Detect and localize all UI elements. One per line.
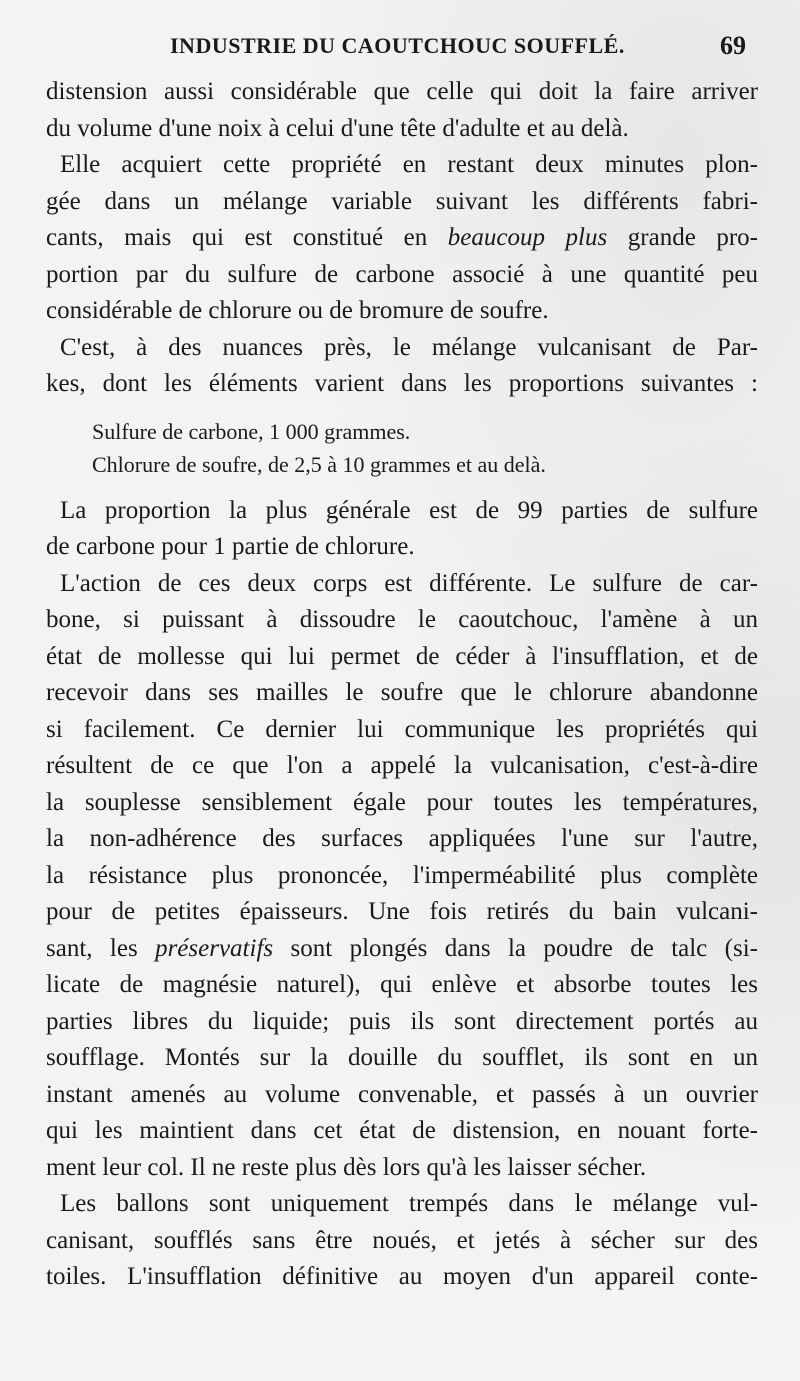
text-segment: sont plongés dans la poudre de talc (si- — [273, 934, 758, 962]
formula-line: Chlorure de soufre, de 2,5 à 10 grammes et au delà. — [92, 451, 546, 477]
text-line — [46, 931, 758, 968]
text-line: portion par du sulfure de carbone associé à une quantité peu — [46, 260, 758, 288]
text-line: toiles. L'insufflation définitive au moyen d'un appareil conte- — [46, 1263, 758, 1290]
text-line: canisant, soufflés sans être noués, et jetés à sécher sur des — [46, 1226, 758, 1254]
text-line: la souplesse sensiblement égale pour toutes les températures, — [46, 788, 758, 816]
text-line: recevoir dans ses mailles le soufre que le chlorure abandonne — [46, 679, 758, 706]
text-line: la résistance plus prononcée, l'imperméabilité plus complète — [46, 861, 758, 889]
text-line: Elle acquiert cette propriété en restant deux minutes plon- — [60, 151, 758, 178]
text-line: considérable de chlorure ou de bromure de soufre. — [46, 297, 549, 324]
text-line: résultent de ce que l'on a appelé la vulcanisation, c'est-à-dire — [46, 752, 758, 779]
text-line: instant amenés au volume convenable, et passés à un ouvrier — [46, 1080, 758, 1108]
text-line: distension aussi considérable que celle qui doit la faire arriver — [46, 78, 758, 105]
text-line: la non-adhérence des surfaces appliquées l'une sur l'autre, — [46, 825, 758, 852]
text-line: La proportion la plus générale est de 99 parties de sulfure — [60, 496, 758, 524]
text-line: kes, dont les éléments varient dans les proportions suivantes : — [46, 370, 758, 397]
text-line: pour de petites épaisseurs. Une fois retirés du bain vulcani- — [46, 898, 758, 925]
running-title: INDUSTRIE DU CAOUTCHOUC SOUFFLÉ. — [170, 33, 625, 58]
text-line: si facilement. Ce dernier lui communique les propriétés qui — [46, 715, 758, 743]
text-line: qui les maintient dans cet état de distension, en nouant forte- — [46, 1117, 758, 1144]
text-line: état de mollesse qui lui permet de céder à l'insufflation, et de — [46, 642, 758, 670]
text-segment: grande pro- — [607, 224, 759, 251]
text-line: licate de magnésie naturel), qui enlève et absorbe toutes les — [46, 971, 758, 998]
text-line: L'action de ces deux corps est différente. Le sulfure de car- — [60, 569, 758, 597]
text-line: de carbone pour 1 partie de chlorure. — [46, 533, 415, 560]
text-segment: cants, mais qui est constitué en — [46, 224, 448, 251]
text-line: gée dans un mélange variable suivant les différents fabri- — [46, 187, 758, 215]
text-segment: sant, les — [46, 934, 156, 962]
spacer — [46, 403, 758, 415]
body-text — [46, 74, 758, 1296]
italic-term: beaucoup plus — [447, 224, 608, 251]
running-header — [0, 33, 800, 67]
text-line — [46, 220, 758, 257]
text-line: bone, si puissant à dissoudre le caoutchouc, l'amène à un — [46, 606, 758, 633]
text-line: Les ballons sont uniquement trempés dans le mélange vul- — [60, 1190, 758, 1217]
spacer — [46, 481, 758, 493]
text-line: C'est, à des nuances près, le mélange vulcanisant de Par- — [60, 333, 758, 361]
italic-term: préservatifs — [155, 934, 274, 962]
text-line: du volume d'une noix à celui d'une tête d'adulte et au delà. — [46, 114, 629, 142]
formula-line: Sulfure de carbone, 1 000 grammes. — [92, 418, 411, 444]
text-line: parties libres du liquide; puis ils sont directement portés au — [46, 1007, 758, 1035]
text-line: soufflage. Montés sur la douille du soufflet, ils sont en un — [46, 1044, 758, 1071]
page-number: 69 — [720, 31, 746, 60]
text-line: ment leur col. Il ne reste plus dès lors qu'à les laisser sécher. — [46, 1153, 647, 1181]
